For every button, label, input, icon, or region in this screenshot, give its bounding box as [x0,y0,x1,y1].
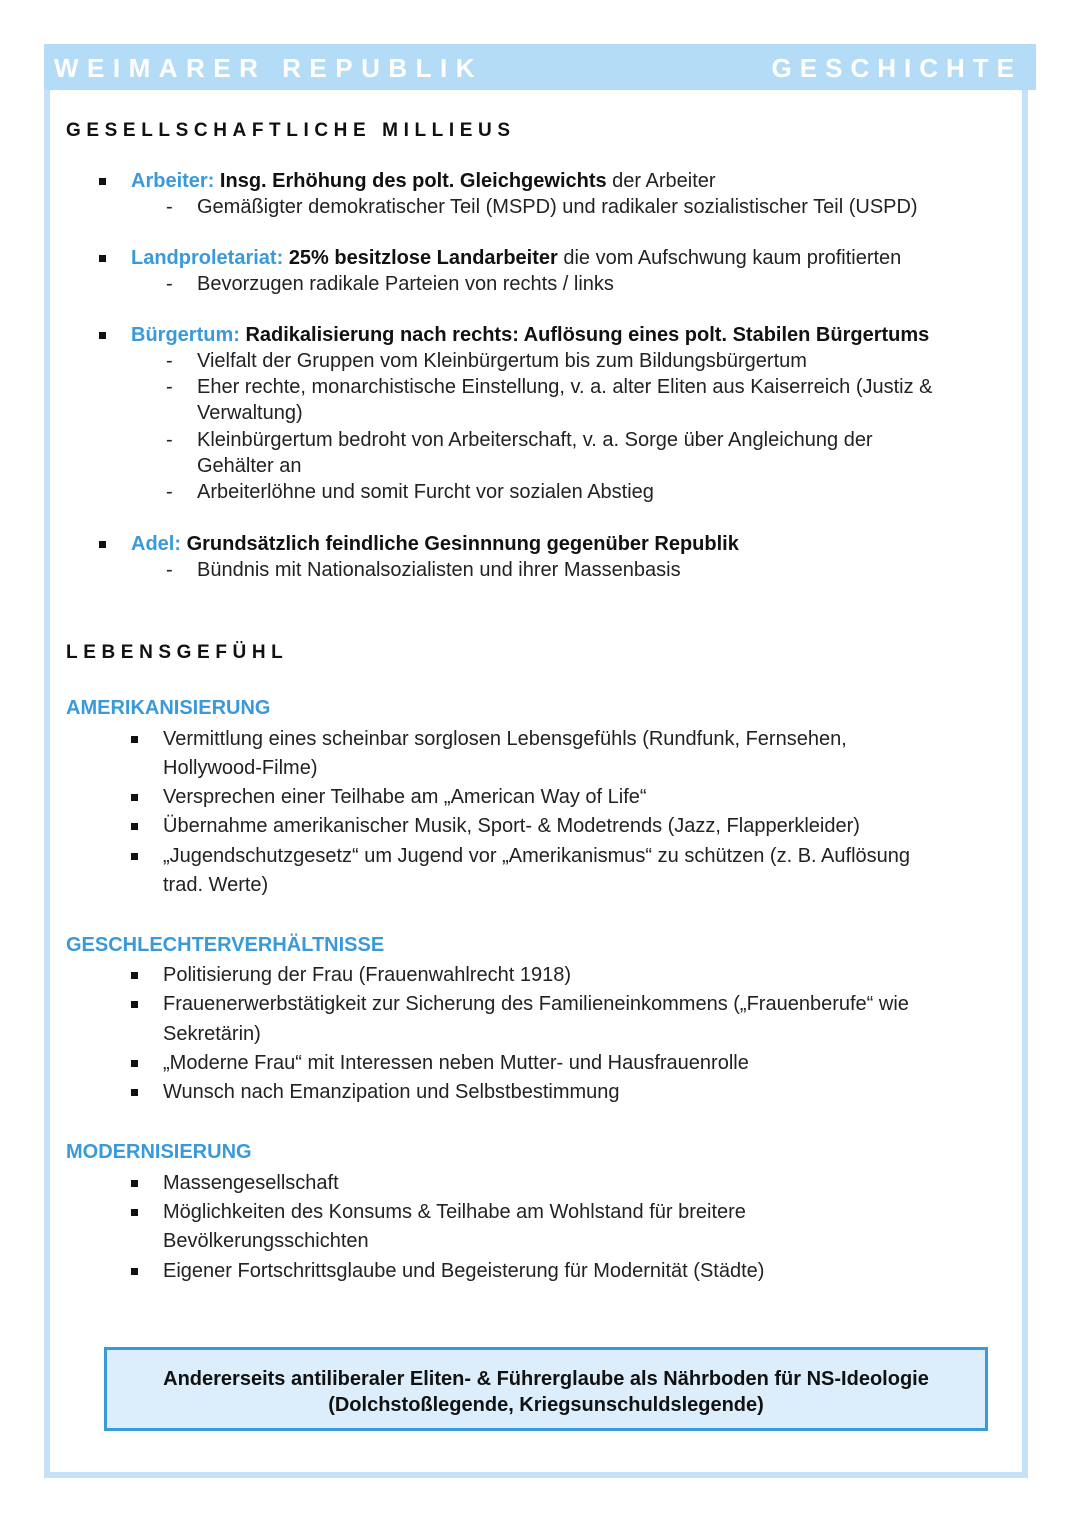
dash-icon: - [166,481,173,503]
list-item: „Moderne Frau“ mit Interessen neben Mutter- und Hausfrauenrolle [163,1052,749,1074]
list-item: „Jugendschutzgesetz“ um Jugend vor „Amerikanismus“ zu schützen (z. B. Auflösung [163,845,911,867]
list-item: Wunsch nach Emanzipation und Selbstbestimmung [163,1081,620,1103]
subsection-title-amerikanisierung: AMERIKANISIERUNG [66,697,271,719]
dash-icon: - [166,559,173,581]
dash-icon: - [166,376,173,398]
list-item-cont: Bevölkerungsschichten [163,1230,369,1252]
bullet-icon [131,1060,138,1067]
milieu-buergertum: Bürgertum: Radikalisierung nach rechts: Auflösung eines polt. Stabilen Bürgertums [131,324,930,346]
callout-line-2: (Dolchstoßlegende, Kriegsunschuldslegende) [328,1394,764,1416]
header-subject: GESCHICHTE [771,53,1022,83]
callout-line-1: Andererseits antiliberaler Eliten- & Führerglaube als Nährboden für NS-Ideologie [163,1368,929,1390]
bullet-icon [131,823,138,830]
header-title: WEIMARER REPUBLIK [54,53,484,83]
milieu-sub-item: Eher rechte, monarchistische Einstellung, v. a. alter Eliten aus Kaiserreich (Justiz & [197,376,933,398]
milieu-adel: Adel: Grundsätzlich feindliche Gesinnnung gegenüber Republik [131,533,739,555]
bullet-icon [131,1089,138,1096]
milieu-sub-item: Vielfalt der Gruppen vom Kleinbürgertum bis zum Bildungsbürgertum [197,350,807,372]
conclusion-callout [104,1347,988,1431]
list-item: Vermittlung eines scheinbar sorglosen Lebensgefühls (Rundfunk, Fernsehen, [163,728,847,750]
milieu-sub-item-cont: Gehälter an [197,455,302,477]
list-item-cont: Hollywood-Filme) [163,757,318,779]
milieu-sub-item-cont: Verwaltung) [197,402,303,424]
bullet-icon [131,1268,138,1275]
dash-icon: - [166,429,173,451]
list-item-cont: Sekretärin) [163,1023,261,1045]
bullet-icon [131,794,138,801]
dash-icon: - [166,350,173,372]
list-item: Versprechen einer Teilhabe am „American Way of Life“ [163,786,647,808]
bullet-icon [99,541,106,548]
milieu-arbeiter: Arbeiter: Insg. Erhöhung des polt. Gleichgewichts der Arbeiter [131,170,716,192]
dash-icon: - [166,196,173,218]
milieu-sub-item: Bevorzugen radikale Parteien von rechts / links [197,273,614,295]
milieu-sub-item: Arbeiterlöhne und somit Furcht vor sozialen Abstieg [197,481,654,503]
list-item: Eigener Fortschrittsglaube und Begeisterung für Modernität (Städte) [163,1260,765,1282]
list-item: Übernahme amerikanischer Musik, Sport- & Modetrends (Jazz, Flapperkleider) [163,815,860,837]
milieu-sub-item: Kleinbürgertum bedroht von Arbeiterschaft, v. a. Sorge über Angleichung der [197,429,873,451]
bullet-icon [131,1180,138,1187]
milieu-sub-item: Bündnis mit Nationalsozialisten und ihrer Massenbasis [197,559,681,581]
subsection-title-modernisierung: MODERNISIERUNG [66,1141,252,1163]
bullet-icon [131,736,138,743]
bullet-icon [131,1209,138,1216]
list-item: Politisierung der Frau (Frauenwahlrecht 1918) [163,964,571,986]
list-item: Massengesellschaft [163,1172,339,1194]
list-item: Möglichkeiten des Konsums & Teilhabe am Wohlstand für breitere [163,1201,746,1223]
milieu-sub-item: Gemäßigter demokratischer Teil (MSPD) und radikaler sozialistischer Teil (USPD) [197,196,918,218]
bullet-icon [131,1001,138,1008]
section-title-milieus: GESELLSCHAFTLICHE MILLIEUS [66,120,516,141]
section-title-lebensgefuehl: LEBENSGEFÜHL [66,642,289,663]
list-item-cont: trad. Werte) [163,874,269,896]
bullet-icon [99,332,106,339]
dash-icon: - [166,273,173,295]
bullet-icon [99,255,106,262]
subsection-title-geschlechterverhaeltnisse: GESCHLECHTERVERHÄLTNISSE [66,934,385,956]
bullet-icon [131,853,138,860]
header-bar [44,44,1036,90]
list-item: Frauenerwerbstätigkeit zur Sicherung des Familieneinkommens („Frauenberufe“ wie [163,993,909,1015]
bullet-icon [131,972,138,979]
bullet-icon [99,178,106,185]
milieu-landproletariat: Landproletariat: 25% besitzlose Landarbeiter die vom Aufschwung kaum profitierten [131,247,902,269]
